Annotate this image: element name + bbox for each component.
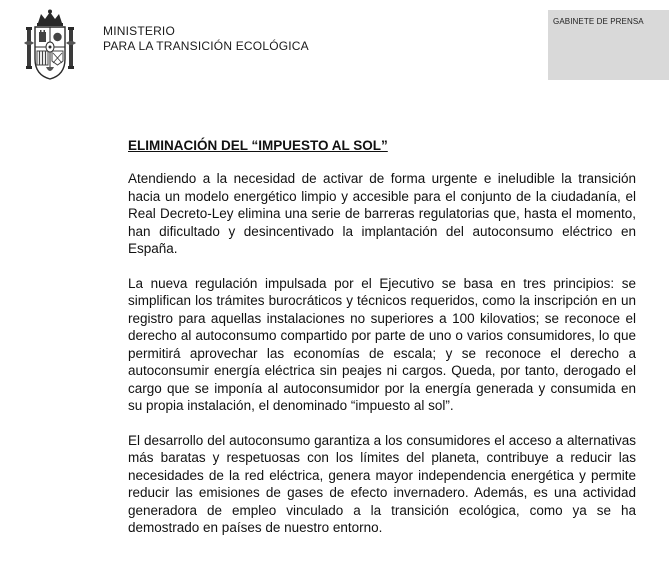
press-office-box [548, 10, 669, 80]
article-body [128, 138, 636, 554]
press-office-label: GABINETE DE PRENSA [553, 17, 644, 26]
article-title: ELIMINACIÓN DEL “IMPUESTO AL SOL” [128, 138, 388, 153]
coat-of-arms-icon [24, 9, 76, 83]
document-header [0, 0, 669, 90]
article-paragraph-3: El desarrollo del autoconsumo garantiza a los consumidores el acceso a alternativas más baratas y respetuosas con los límites del planeta, contribuye a reducir las necesidades de la red eléctrica, genera mayor independencia energética y permite reducir las emisiones de gases de efecto invernadero. Además, es una actividad generadora de empleo vinculado a la transición ecológica, como ya se ha demostrado en países de nuestro entorno. [128, 432, 636, 535]
ministry-name [103, 24, 309, 54]
ministry-name-line-2: PARA LA TRANSICIÓN ECOLÓGICA [103, 39, 309, 53]
ministry-name-line-1: MINISTERIO [103, 24, 176, 38]
article-paragraph-2: La nueva regulación impulsada por el Ejecutivo se basa en tres principios: se simplifican los trámites burocráticos y técnicos requeridos, como la inscripción en un registro para aquellas instalaciones no superiores a 100 kilovatios; se reconoce el derecho al autoconsumo compartido por parte de uno o varios consumidores, lo que permitirá aprovechar las economías de escala; y se reconoce el derecho a autoconsumir energía eléctrica sin peajes ni cargos. Queda, por tanto, derogado el cargo que se imponía al autoconsumidor por la energía generada y consumida en su propia instalación, el denominado “impuesto al sol”. [128, 275, 636, 413]
article-paragraph-1: Atendiendo a la necesidad de activar de forma urgente e ineludible la transición hacia un modelo energético limpio y accesible para el conjunto de la ciudadanía, el Real Decreto-Ley elimina una serie de barreras regulatorias que, hasta el momento, han dificultado y desincentivado la implantación del autoconsumo eléctrico en España. [128, 171, 636, 256]
